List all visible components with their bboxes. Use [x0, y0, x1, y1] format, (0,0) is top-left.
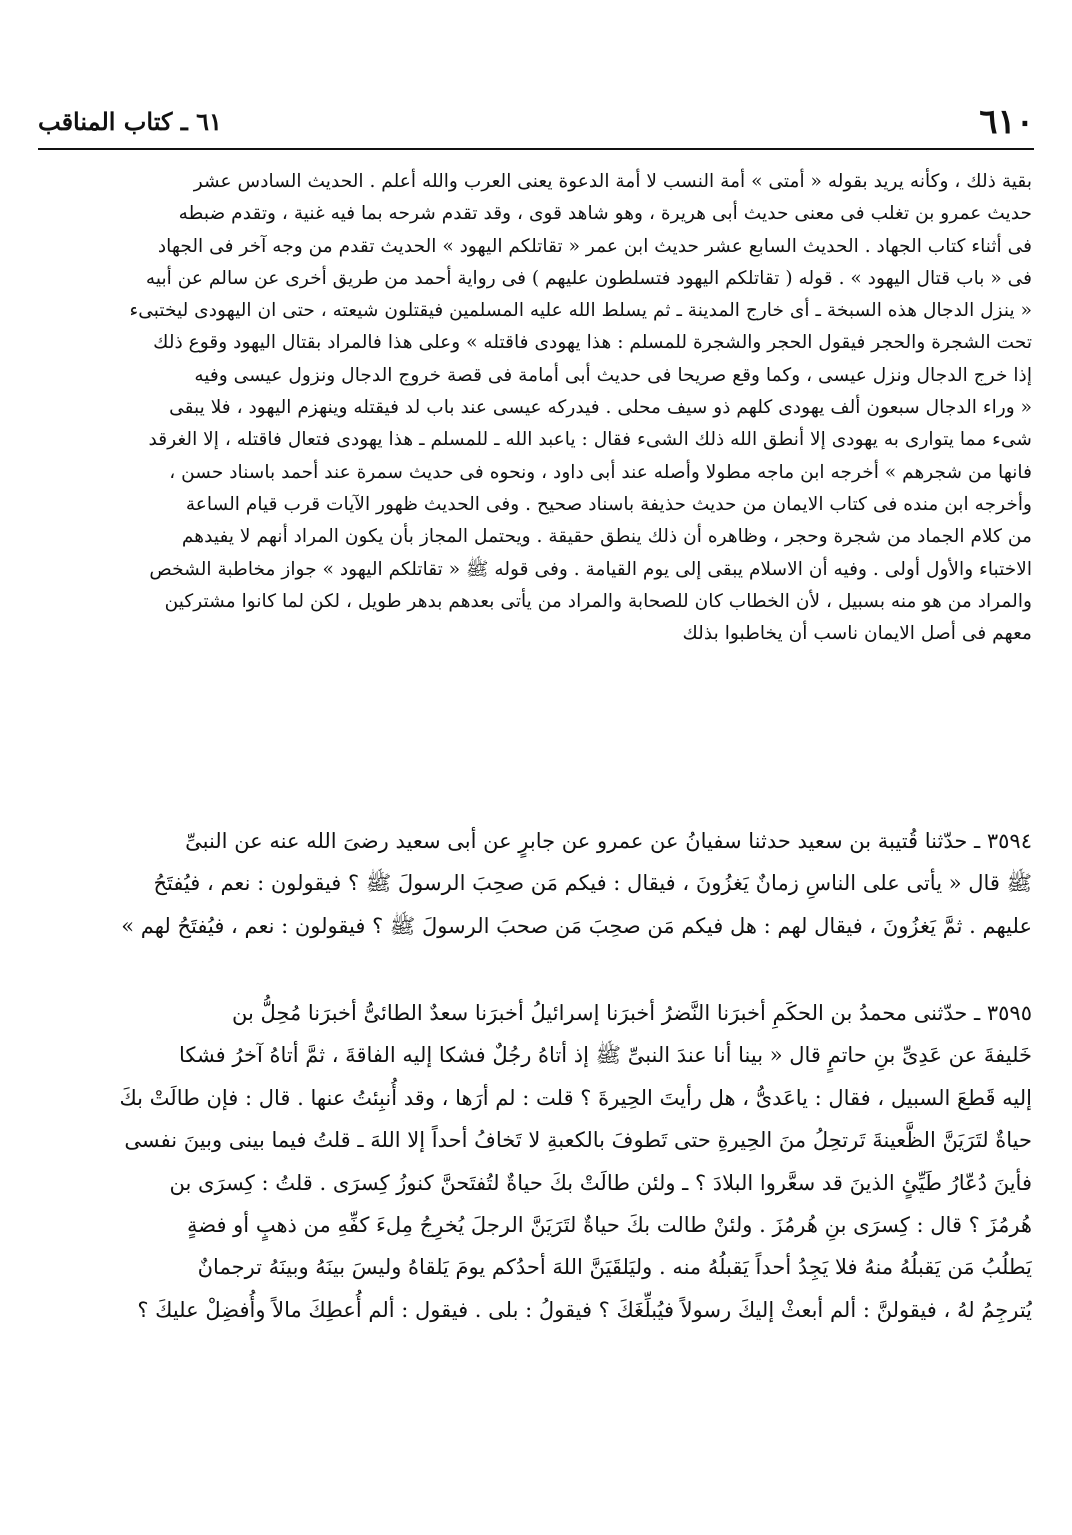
hadith-3594	[38, 820, 1032, 947]
hadith-line: ﷺ قال « يأتى على الناسِ زمانٌ يَغزُونَ ، فيقال : فيكم مَن صحِبَ الرسولَ ﷺ ؟ فيقولون : نعم ، فيُفتَحُ	[153, 871, 1032, 896]
commentary-line: تحت الشجرة والحجر فيقول الحجر والشجرة للمسلم : هذا يهودى فاقتله » وعلى هذا فالمراد بقتال اليهود وقوع ذلك	[153, 332, 1032, 354]
commentary-line: « وراء الدجال سبعون ألف يهودى كلهم ذو سيف محلى . فيدركه عيسى عند باب لد فيقتله وينهزم اليهود ، فلا يبقى	[169, 397, 1032, 419]
hadith-line: إليه قَطعَ السبيل ، فقال : ياعَدىُّ ، هل رأيتَ الحِيرةَ ؟ قلت : لم أرَها ، وقد أُنبِئتُ عنها . قال : فإن طالَتْ بكَ	[119, 1085, 1032, 1110]
commentary-line: حديث عمرو بن تغلب فى معنى حديث أبى هريرة ، وهو شاهد قوى ، وقد تقدم شرحه بما فيه غنية ، وتقدم ضبطه	[178, 203, 1032, 225]
page-number: ٦١٠	[979, 102, 1034, 142]
commentary-line: « ينزل الدجال هذه السبخة ـ أى خارج المدينة ـ ثم يسلط الله عليه المسلمين فيقتلون شيعته ، حتى ان اليهودى ليختبىء	[129, 300, 1032, 322]
commentary-line: معهم فى أصل الايمان ناسب أن يخاطبوا بذلك	[682, 623, 1032, 645]
hadith-line: عليهم . ثمَّ يَغزُونَ ، فيقال لهم : هل فيكم مَن صحِبَ مَن صحبَ الرسولَ ﷺ ؟ فيقولون : نعم ، فيُفتَحُ لهم »	[121, 913, 1032, 938]
hadith-line: حياةٌ لتَرَيَنَّ الظَّعينةَ تَرتحِلُ منَ الحِيرةِ حتى تَطوفَ بالكعبةِ لا تَخافُ أحداً إلا اللهَ ـ قلتُ فيما بينى وبينَ نفسى	[124, 1128, 1032, 1153]
commentary-line: إذا خرج الدجال ونزل عيسى ، وكما وقع صريحا فى حديث أبى أمامة فى قصة خروج الدجال ونزول عيسى وفيه	[194, 364, 1032, 386]
commentary-line: فى أثناء كتاب الجهاد . الحديث السابع عشر حديث ابن عمر « تقاتلكم اليهود » الحديث تقدم من وجه آخر فى الجهاد	[157, 235, 1032, 257]
running-title: ٦١ ـ كتاب المناقب	[38, 107, 222, 136]
commentary-line: شىء مما يتوارى به يهودى إلا أنطق الله ذلك الشىء فقال : ياعبد الله ـ للمسلم ـ هذا يهودى فتعال فاقتله ، إلا الغرقد	[148, 429, 1032, 451]
hadith-line: خَليفةَ عن عَدِىِّ بنِ حاتمٍ قال « بينا أنا عندَ النبىِّ ﷺ إذ أتاهُ رجُلٌ فشكا إليه الفاقةَ ، ثمَّ أتاهُ آخرُ فشكا	[178, 1043, 1032, 1068]
commentary-line: بقية ذلك ، وكأنه يريد بقوله « أمتى » أمة النسب لا أمة الدعوة يعنى العرب والله أعلم . الحديث السادس عشر	[193, 171, 1032, 192]
hadith-3595	[38, 992, 1032, 1331]
hadith-line: هُرمُزَ ؟ قال : كِسرَى بنِ هُرمُزَ . ولئنْ طالت بكَ حياةٌ لتَرَيَنَّ الرجلَ يُخرِجُ مِلءَ كفِّهِ من ذهبٍ أو فضةٍ	[186, 1213, 1032, 1238]
header-rule	[38, 148, 1034, 150]
commentary-line: فانها من شجرهم » أخرجه ابن ماجه مطولا وأصله عند أبى داود ، ونحوه فى حديث سمرة عند أحمد باسناد حسن ،	[169, 461, 1032, 483]
commentary-line: والمراد من هو منه بسبيل ، لأن الخطاب كان للصحابة والمراد من يأتى بعدهم بدهر طويل ، لكن لما كانوا مشتركين	[164, 590, 1032, 612]
commentary-block	[38, 166, 1032, 650]
commentary-line: وأخرجه ابن منده فى كتاب الايمان من حديث حذيفة باسناد صحيح . وفى الحديث ظهور الآيات قرب قيام الساعة	[185, 493, 1032, 515]
commentary-line: الاختباء والأول أولى . وفيه أن الاسلام يبقى إلى يوم القيامة . وفى قوله ﷺ « تقاتلكم اليهود » جواز مخاطبة الشخص	[149, 558, 1032, 580]
hadith-line: يُترجِمُ لهُ ، فيقولنَّ : ألم أبعثْ إليكَ رسولاً فيُبلِّغَكَ ؟ فيقولُ : بلى . فيقول : ألم أُعطِكَ مالاً وأُفضِلْ عليكَ ؟	[137, 1297, 1032, 1322]
commentary-line: من كلام الجماد من شجرة وحجر ، وظاهره أن ذلك ينطق حقيقة . ويحتمل المجاز بأن يكون المراد أنهم لا يفيدهم	[181, 526, 1032, 548]
hadith-line: فأينَ دُعّارُ طَيِّئٍ الذينَ قد سعَّروا البلادَ ؟ ـ ولئن طالَتْ بكَ حياةٌ لتُفتَحنَّ كنوزُ كِسرَى . قلتُ : كِسرَى بن	[169, 1170, 1032, 1195]
commentary-line: فى « باب قتال اليهود » . قوله ( تقاتلكم اليهود فتسلطون عليهم ) فى رواية أحمد من طريق أخرى عن سالم عن أبيه	[145, 267, 1032, 289]
hadith-line: يَطلُبُ مَن يَقبلُهُ منهُ فلا يَجِدُ أحداً يَقبلُهُ منه . وليَلقَيَنَّ اللهَ أحدُكم يومَ يَلقاهُ وليسَ بينَهُ وبينَهُ ترجمانٌ	[197, 1255, 1032, 1280]
hadith-line: ٣٥٩٥ ـ حدّثنى محمدُ بن الحكَمِ أخبرَنا النَّضرُ أخبرَنا إسرائيلُ أخبرَنا سعدٌ الطائىُّ أخبرَنا مُحِلُّ بن	[232, 1001, 1032, 1025]
hadith-line: ٣٥٩٤ ـ حدّثنا قُتيبة بن سعيد حدثنا سفيانُ عن عمرو عن جابرٍ عن أبى سعيد رضىَ الله عنه عن النبىِّ	[185, 829, 1032, 853]
page-header	[38, 100, 1034, 144]
